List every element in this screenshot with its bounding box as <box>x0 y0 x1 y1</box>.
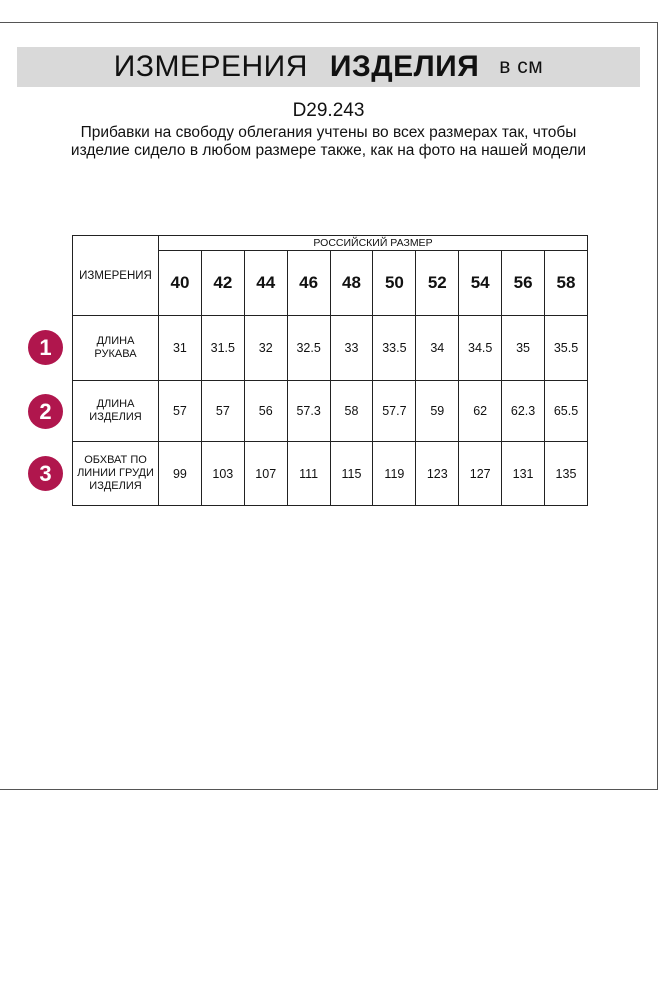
table-cell: 35.5 <box>545 316 588 381</box>
size-header: 50 <box>373 251 416 316</box>
size-header: 42 <box>201 251 244 316</box>
table-cell: 33 <box>330 316 373 381</box>
table-cell: 56 <box>244 381 287 442</box>
table-cell: 57.3 <box>287 381 330 442</box>
title-units: в см <box>499 55 544 78</box>
table-cell: 103 <box>201 442 244 506</box>
table-cell: 32.5 <box>287 316 330 381</box>
table-cell: 135 <box>545 442 588 506</box>
table-cell: 31.5 <box>201 316 244 381</box>
article-number: D29.243 <box>292 100 365 121</box>
row-label: ДЛИНА ИЗДЕЛИЯ <box>73 381 159 442</box>
table-cell: 33.5 <box>373 316 416 381</box>
table-cell: 123 <box>416 442 459 506</box>
measurements-header: ИЗМЕРЕНИЯ <box>73 236 159 316</box>
table-cell: 62.3 <box>502 381 545 442</box>
size-header: 40 <box>159 251 202 316</box>
measurement-badge-2: 2 <box>28 394 63 429</box>
table-cell: 57 <box>201 381 244 442</box>
table-cell: 32 <box>244 316 287 381</box>
title-bar <box>17 47 640 87</box>
measurement-badge-3: 3 <box>28 456 63 491</box>
table-cell: 107 <box>244 442 287 506</box>
size-header: 48 <box>330 251 373 316</box>
size-header: 46 <box>287 251 330 316</box>
size-header: 56 <box>502 251 545 316</box>
table-cell: 62 <box>459 381 502 442</box>
size-table <box>72 235 588 506</box>
table-cell: 119 <box>373 442 416 506</box>
table-row <box>73 316 588 381</box>
table-cell: 58 <box>330 381 373 442</box>
table-cell: 31 <box>159 316 202 381</box>
size-header: 52 <box>416 251 459 316</box>
table-cell: 131 <box>502 442 545 506</box>
table-cell: 127 <box>459 442 502 506</box>
size-header: 54 <box>459 251 502 316</box>
table-row <box>73 381 588 442</box>
table-cell: 115 <box>330 442 373 506</box>
table-row <box>73 442 588 506</box>
row-label: ОБХВАТ ПО ЛИНИИ ГРУДИ ИЗДЕЛИЯ <box>73 442 159 506</box>
table-cell: 65.5 <box>545 381 588 442</box>
row-label: ДЛИНА РУКАВА <box>73 316 159 381</box>
size-group-header: РОССИЙСКИЙ РАЗМЕР <box>159 236 588 251</box>
table-cell: 57.7 <box>373 381 416 442</box>
table-cell: 35 <box>502 316 545 381</box>
size-header: 44 <box>244 251 287 316</box>
title-product: ИЗДЕЛИЯ <box>329 50 480 83</box>
table-cell: 34.5 <box>459 316 502 381</box>
table-cell: 57 <box>159 381 202 442</box>
fit-note: Прибавки на свободу облегания учтены во всех размерах так, чтобы изделие сидело в любом размере также, как на фото на нашей модели <box>70 124 587 159</box>
header-row-group <box>73 236 588 251</box>
table-cell: 59 <box>416 381 459 442</box>
measurement-badge-1: 1 <box>28 330 63 365</box>
title-measurements: ИЗМЕРЕНИЯ <box>113 50 308 83</box>
size-header: 58 <box>545 251 588 316</box>
table-cell: 99 <box>159 442 202 506</box>
table-cell: 111 <box>287 442 330 506</box>
table-cell: 34 <box>416 316 459 381</box>
